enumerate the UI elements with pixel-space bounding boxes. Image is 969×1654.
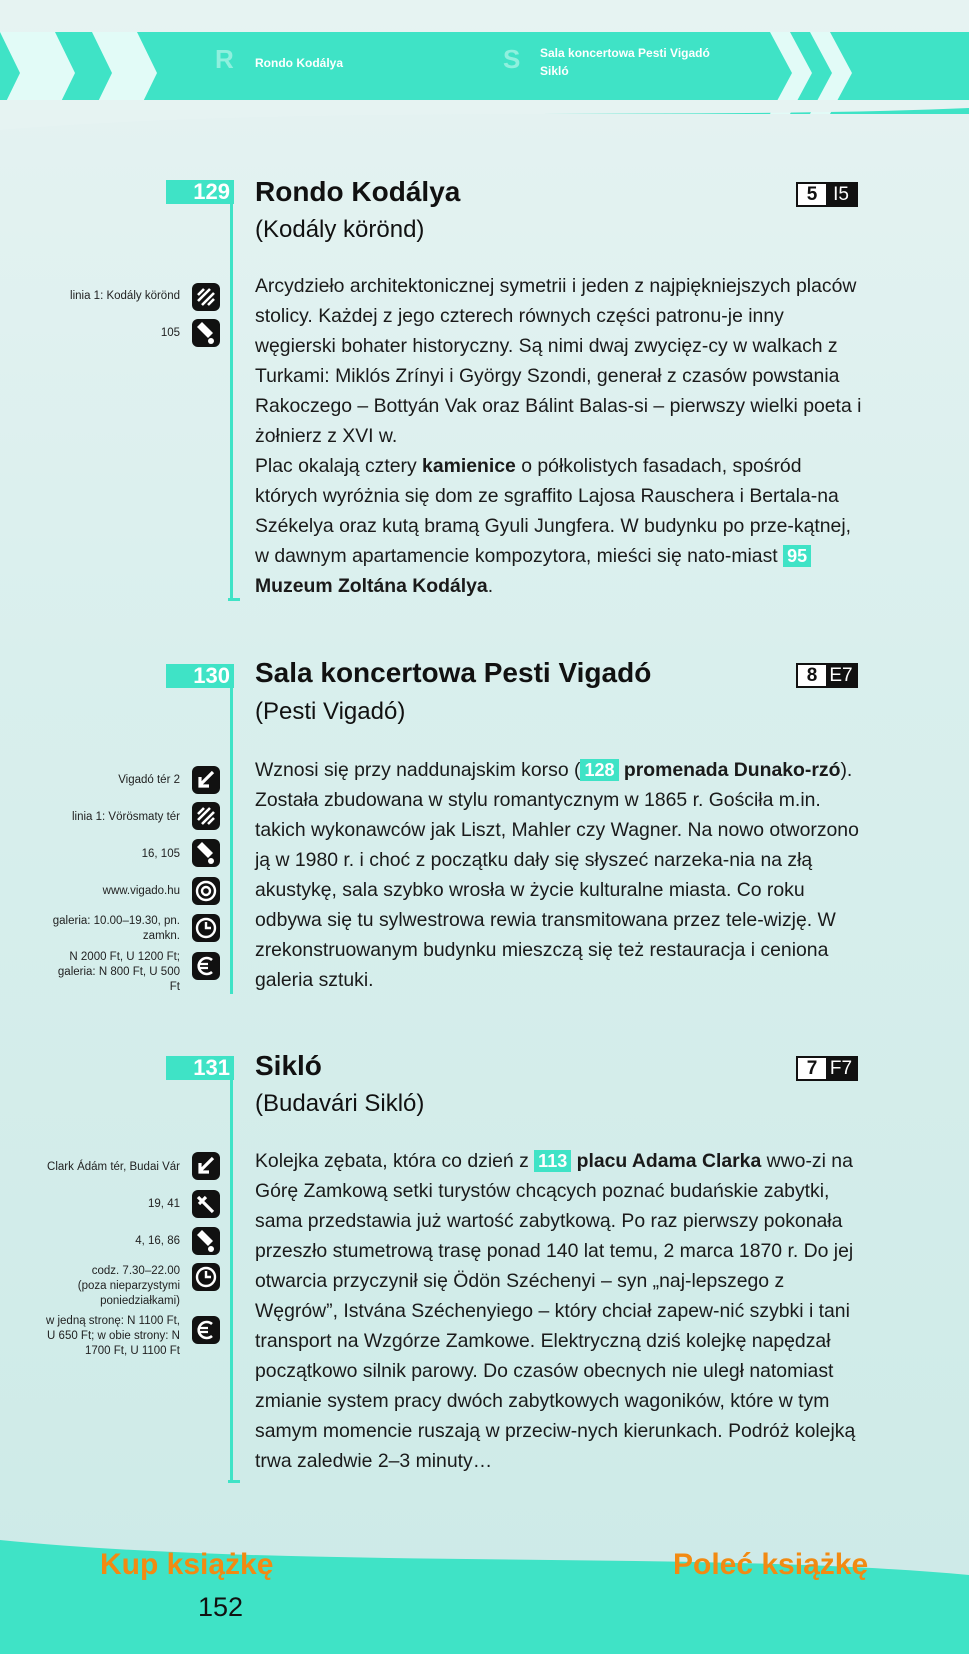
entry-text: wwo-zi na Górę Zamkową setki turystów chcących poznać budańskie zabytki, sama przedstawia już wartość zabytkową. Po raz pierwszy pokonała przeszło stumetrową trasę ponad 140 lat temu, 2 marca 1870 r. Do jej otwarcia przyczynił się Ödön Széchenyi – syn „naj-lepszego z Węgrów”, Istvána Széchenyiego – który chciał zapew-nić szybki i tani transport na Wzgórze Zamkowe. Elektryczną dziś kolejkę napędzał początkowo silnik parowy. Do czasów obecnych nie uległ natomiast zmianie system pracy dwóch zabytkowych wagoników, które w tym samym momencie ruszają w przeciw-nych kierunkach. Podróż kolejką trwa zaledwie 2–3 minuty… <box>255 1150 856 1472</box>
tram-icon <box>191 1189 221 1219</box>
bus-icon <box>191 838 221 868</box>
clock-icon <box>191 1262 221 1292</box>
entry-rule-131 <box>230 1080 233 1482</box>
entry-title-129: Rondo Kodálya <box>255 176 461 207</box>
address-icon <box>191 1151 221 1181</box>
page-number: 152 <box>198 1592 244 1622</box>
entry-highlight: placu Adama Clarka <box>576 1150 762 1172</box>
info-hours-131: codz. 7.30–22.00 (poza nieparzystymi poniedziałkami) <box>77 1265 180 1307</box>
info-bus-129: 105 <box>160 327 180 339</box>
entry-text: ). Została zbudowana w stylu romantycznym w 1865 r. Gościła m.in. takich wykonawców jak Liszt, Mahler czy Wagner. Na nowo otworzono ją w 1980 r. i choć z początku dały się słyszeć narzeka-nia na złą akustykę, sala szybko wrosła w życie kulturalne miasta. Co roku odbywa się tu sylwestrowa rewia transmitowana przez tele-wizję. W zrekonstruowanym budynku mieszczą się też restauracja i ceniona galeria sztuki. <box>255 759 859 991</box>
info-hours-130: galeria: 10.00–19.30, pn. zamkn. <box>52 915 180 942</box>
header-label-right-2: Sikló <box>540 64 569 78</box>
info-bus-130: 16, 105 <box>141 848 180 860</box>
info-address-131: Clark Ádám tér, Budai Vár <box>47 1161 180 1173</box>
entry-text: Wznosi się przy naddunajskim korso ( <box>255 759 581 781</box>
info-bus-131: 4, 16, 86 <box>135 1235 180 1247</box>
bus-icon <box>191 1226 221 1256</box>
map-square: E7 <box>826 665 856 686</box>
entry-highlight: kamienice <box>422 455 516 477</box>
euro-icon <box>191 1315 221 1345</box>
entry-number-129: 129 <box>166 180 234 204</box>
entry-rule-130 <box>230 688 233 994</box>
header-letter-r: R <box>215 44 234 74</box>
info-address-130: Vigadó tér 2 <box>118 774 180 786</box>
entry-number-131: 131 <box>166 1056 234 1080</box>
info-prices-131: w jedną stronę: N 1100 Ft, U 650 Ft; w obie strony: N 1700 Ft, U 1100 Ft <box>45 1315 180 1357</box>
entry-rule-foot-129 <box>228 598 240 601</box>
map-page-number: 7 <box>798 1058 826 1079</box>
web-icon <box>191 876 221 906</box>
entry-rule-foot-131 <box>228 1480 240 1483</box>
entry-text: . <box>487 575 494 597</box>
bus-icon <box>191 318 221 348</box>
info-tram-131: 19, 41 <box>148 1198 180 1210</box>
info-metro-129: linia 1: Kodály körönd <box>70 290 180 302</box>
entry-highlight: Muzeum Zoltána Kodálya <box>255 575 488 597</box>
entry-subtitle-129: (Kodály körönd) <box>255 216 425 243</box>
header-label-left: Rondo Kodálya <box>255 56 344 70</box>
info-metro-130: linia 1: Vörösmaty tér <box>71 811 180 823</box>
header-wave <box>0 100 969 140</box>
map-square: F7 <box>826 1058 856 1079</box>
entry-number-130: 130 <box>166 664 234 688</box>
cross-reference-113[interactable]: 113 <box>534 1150 571 1172</box>
map-grid-ref-130 <box>796 663 858 688</box>
entry-subtitle-131: (Budavári Sikló) <box>255 1090 425 1117</box>
metro-icon <box>191 801 221 831</box>
entry-body-130 <box>255 755 865 995</box>
map-square: I5 <box>826 184 856 205</box>
metro-icon <box>191 282 221 312</box>
header-label-right-1: Sala koncertowa Pesti Vigadó <box>540 46 710 60</box>
recommend-book-link[interactable]: Poleć książkę <box>673 1548 869 1581</box>
entry-text: Kolejka zębata, która co dzień z <box>255 1150 535 1172</box>
euro-icon <box>191 951 221 981</box>
entry-body-131 <box>255 1146 865 1476</box>
info-web-130[interactable]: www.vigado.hu <box>102 885 180 897</box>
clock-icon <box>191 913 221 943</box>
map-page-number: 8 <box>798 665 826 686</box>
map-page-number: 5 <box>798 184 826 205</box>
entry-title-131: Sikló <box>255 1050 322 1081</box>
entry-rule-129 <box>230 204 233 600</box>
entry-body-129 <box>255 271 865 601</box>
entry-paragraph: Arcydzieło architektonicznej symetrii i jeden z najpiękniejszych placów stolicy. Każdej z jego czterech równych części patronu-je inny węgierski bohater historyczny. Są nimi dwaj zwycięz-cy w walkach z Turkami: Miklós Zrínyi i György Szondi, generał z czasów powstania Rakoczego – Bottyán Vak oraz Bálint Balas-si – pierwszy wielki poeta i żołnierz z XVI w. <box>255 275 862 447</box>
cross-reference-95[interactable]: 95 <box>783 545 811 567</box>
entry-text: o półkolistych fasadach, spośród których wyróżnia się dom ze sgraffito Lajosa Rauschera i Bertala-na Székelya oraz kutą bramą Gyuli Jungfera. W budynku po prze-kątnej, w dawnym apartamencie kompozytora, mieści się nato-miast <box>255 455 852 567</box>
address-icon <box>191 765 221 795</box>
buy-book-link[interactable]: Kup książkę <box>100 1548 274 1581</box>
map-grid-ref-129 <box>796 182 858 207</box>
entry-subtitle-130: (Pesti Vigadó) <box>255 698 406 725</box>
entry-highlight: promenada Dunako-rzó <box>623 759 841 781</box>
info-prices-130: N 2000 Ft, U 1200 Ft; galeria: N 800 Ft, U 500 Ft <box>57 951 180 993</box>
cross-reference-128[interactable]: 128 <box>580 759 618 781</box>
map-grid-ref-131 <box>796 1056 858 1081</box>
entry-title-130: Sala koncertowa Pesti Vigadó <box>255 657 652 688</box>
entry-text: Plac okalają cztery <box>255 455 423 477</box>
header-letter-s: S <box>503 44 521 74</box>
